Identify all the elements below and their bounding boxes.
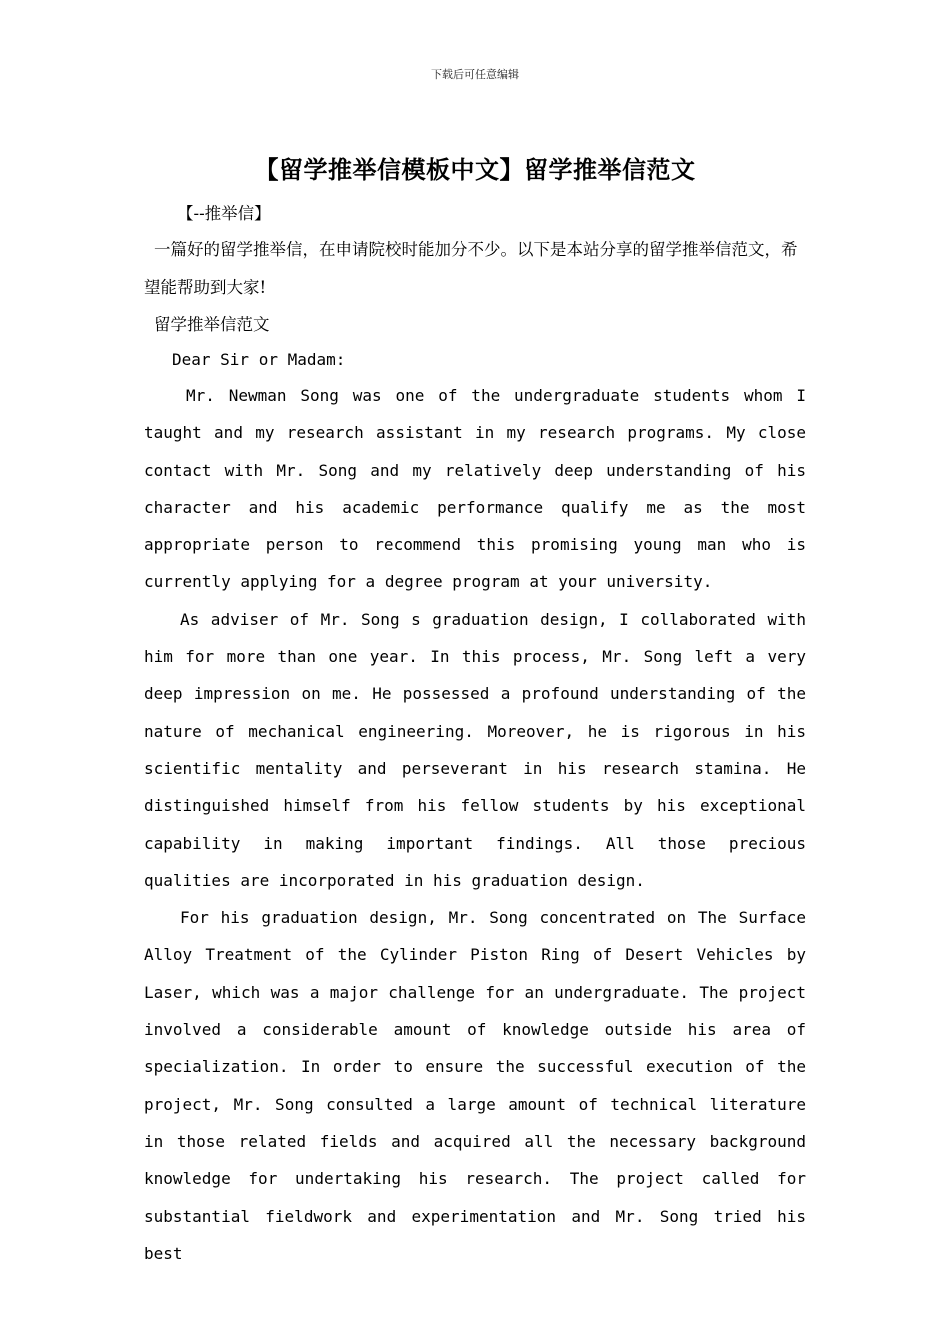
intro-paragraph: 一篇好的留学推举信，在申请院校时能加分不少。以下是本站分享的留学推举信范文，希望能帮助到大家! [144, 240, 798, 297]
document-body [144, 196, 806, 1272]
letter-salutation: Dear Sir or Madam: [172, 350, 346, 369]
document-title: 【留学推举信模板中文】留学推举信范文 [254, 155, 696, 184]
section-subtitle: 留学推举信范文 [154, 315, 270, 334]
letter-paragraph-2: As adviser of Mr. Song s graduation design, I collaborated with him for more than one year. In this process, Mr. Song left a very deep impression on me. He possessed a profound understanding of the nature of mechanical engineering. Moreover, he is rigorous in his scientific mentality and perseverant in his research stamina. He distinguished himself from his fellow students by his exceptional capability in making important findings. All those precious qualities are incorporated in his graduation design. [144, 609, 806, 890]
letter-paragraph-3: For his graduation design, Mr. Song concentrated on The Surface Alloy Treatment of the Cylinder Piston Ring of Desert Vehicles by Laser, which was a major challenge for an undergraduate. The project involved a considerable amount of knowledge outside his area of specialization. In order to ensure the successful execution of the project, Mr. Song consulted a large amount of technical literature in those related fields and acquired all the necessary background knowledge for undertaking his research. The project called for substantial fieldwork and experimentation and Mr. Song tried his best [144, 908, 806, 1263]
header-note: 下载后可任意编辑 [431, 68, 519, 81]
letter-paragraph-1: Mr. Newman Song was one of the undergraduate students whom I taught and my research assistant in my research programs. My close contact with Mr. Song and my relatively deep understanding of his character and his academic performance qualify me as the most appropriate person to recommend this promising young man who is currently applying for a degree program at your university. [144, 386, 806, 592]
category-tag: 【--推举信】 [177, 204, 271, 223]
